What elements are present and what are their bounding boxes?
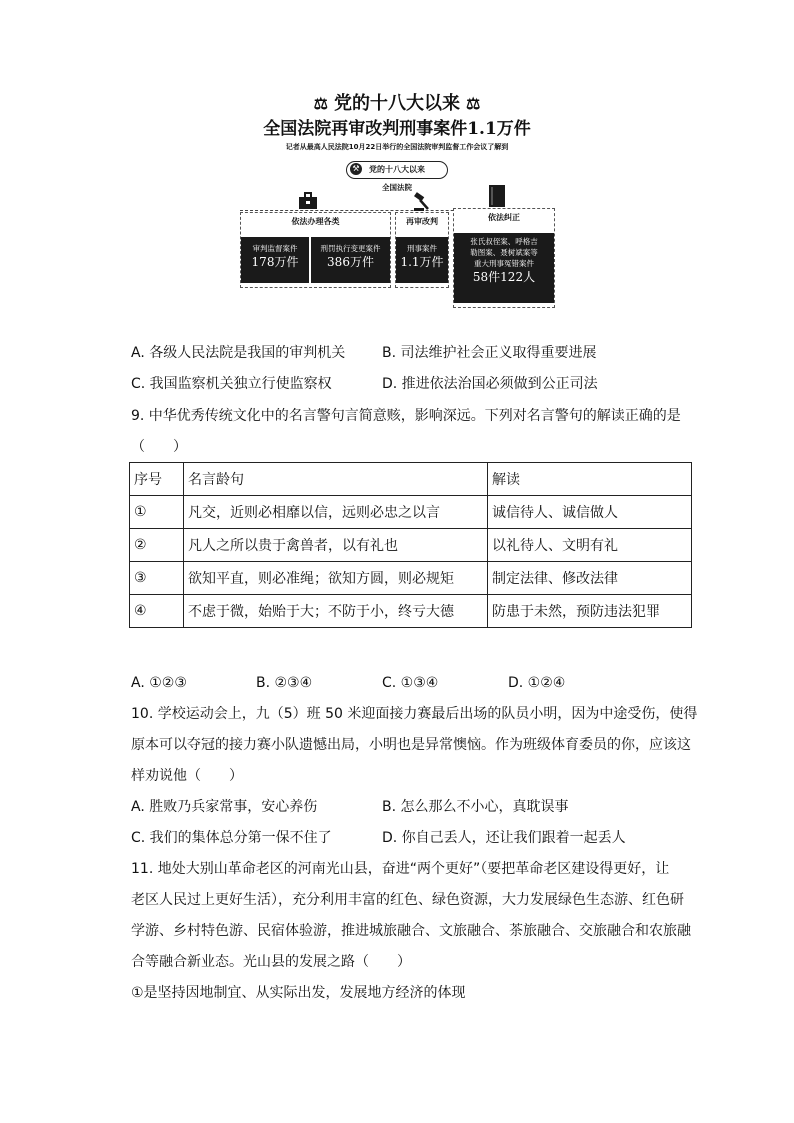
stat-supervision-cases bbox=[241, 237, 309, 283]
panel-heading: 再审改判 bbox=[406, 217, 438, 226]
table-cell: 凡交，近则必相靡以信，远则必忠之以言 bbox=[184, 496, 488, 529]
table-row bbox=[130, 529, 692, 562]
q11-statement-1: ①是坚持因地制宜、从实际出发，发展地方经济的体现 bbox=[131, 985, 466, 1001]
q9-option-a: A. ①②③ bbox=[131, 675, 187, 691]
table-cell: 欲知平直，则必准绳；欲知方圆，则必规矩 bbox=[184, 562, 488, 595]
stat-label: 审判监督案件 bbox=[252, 244, 298, 253]
table-header-row bbox=[130, 463, 692, 496]
stat-value: 1.1万件 bbox=[400, 255, 444, 269]
stat-label: 重大刑事冤错案件 bbox=[474, 259, 534, 268]
stat-sentence-change-cases bbox=[311, 237, 390, 283]
q10-stem-line: 样劝说他（ ） bbox=[131, 768, 243, 784]
stat-label: 刑罚执行变更案件 bbox=[320, 244, 381, 253]
stat-value: 386万件 bbox=[327, 255, 374, 269]
table-cell: ② bbox=[130, 529, 184, 562]
table-header: 名言龄句 bbox=[184, 463, 488, 496]
table-header: 解读 bbox=[488, 463, 692, 496]
q10-stem-line: 10. 学校运动会上，九（5）班 50 米迎面接力赛最后出场的队员小明，因为中途受伤，使得 bbox=[131, 706, 698, 722]
q9-option-b: B. ②③④ bbox=[256, 675, 313, 691]
maxims-table bbox=[129, 462, 692, 628]
table-cell: ① bbox=[130, 496, 184, 529]
q11-stem-line: 老区人民过上更好生活），充分利用丰富的红色、绿色资源，大力发展绿色生态游、红色研 bbox=[131, 892, 684, 908]
q9-option-d: D. ①②④ bbox=[508, 675, 566, 691]
q10-stem-line: 原本可以夺冠的接力赛小队遗憾出局，小明也是异常懊恼。作为班级体育委员的你，应该这 bbox=[131, 737, 691, 753]
panel-heading: 依法办理各类 bbox=[291, 217, 340, 226]
q9-stem-paren: （ ） bbox=[131, 439, 187, 455]
infographic-headline: 全国法院再审改判刑事案件1.1万件 bbox=[263, 119, 531, 139]
court-label: 全国法院 bbox=[382, 183, 412, 192]
q11-stem-line: 合等融合新业态。光山县的发展之路（ ） bbox=[131, 954, 411, 970]
infographic-title bbox=[236, 92, 558, 116]
table-cell: 制定法律、修改法律 bbox=[488, 562, 692, 595]
table-cell: 防患于未然，预防违法犯罪 bbox=[488, 595, 692, 628]
table-cell: 不虑于微，始贻于大；不防于小，终亏大德 bbox=[184, 595, 488, 628]
scales-icon: ⚖ bbox=[313, 94, 328, 113]
panel-heading: 依法纠正 bbox=[488, 213, 520, 222]
scales-icon: ⚖ bbox=[466, 94, 481, 113]
stat-value: 58件122人 bbox=[472, 270, 536, 284]
q10-option-d: D. 你自己丢人，还让我们跟着一起丢人 bbox=[382, 830, 626, 846]
infographic-subtitle: 记者从最高人民法院10月22日举行的全国法院审判监督工作会议了解到 bbox=[285, 143, 509, 151]
stat-label: 勒图案、聂树斌案等 bbox=[470, 248, 538, 257]
badge-text: 党的十八大以来 bbox=[369, 165, 425, 174]
q10-option-a: A. 胜败乃兵家常事，安心养伤 bbox=[131, 799, 318, 815]
q9-option-c: C. ①③④ bbox=[382, 675, 439, 691]
gavel-icon: ⚒ bbox=[350, 163, 362, 175]
q10-option-c: C. 我们的集体总分第一保不住了 bbox=[131, 830, 332, 846]
q11-stem-line: 11. 地处大别山革命老区的河南光山县，奋进“两个更好”（要把革命老区建设得更好，让 bbox=[131, 861, 670, 877]
q8-option-d: D. 推进依法治国必须做到公正司法 bbox=[382, 376, 598, 392]
stat-criminal-cases bbox=[396, 237, 448, 283]
infographic bbox=[236, 92, 558, 310]
infographic-badge bbox=[346, 161, 448, 179]
table-cell: ③ bbox=[130, 562, 184, 595]
table-row bbox=[130, 595, 692, 628]
q10-option-b: B. 怎么那么不小心，真耽误事 bbox=[382, 799, 569, 815]
stat-label: 刑事案件 bbox=[407, 244, 437, 253]
q8-option-a: A. 各级人民法院是我国的审判机关 bbox=[131, 345, 346, 361]
table-row bbox=[130, 496, 692, 529]
q11-stem-line: 学游、乡村特色游、民宿体验游，推进城旅融合、文旅融合、茶旅融合、交旅融合和农旅融 bbox=[131, 923, 691, 939]
stat-label: 张氏叔侄案、呼格吉 bbox=[470, 237, 538, 246]
table-cell: 以礼待人、文明有礼 bbox=[488, 529, 692, 562]
table-cell: 诚信待人、诚信做人 bbox=[488, 496, 692, 529]
title-text: 党的十八大以来 bbox=[334, 93, 460, 114]
stat-value: 178万件 bbox=[251, 255, 299, 269]
q8-option-c: C. 我国监察机关独立行使监察权 bbox=[131, 376, 332, 392]
table-header: 序号 bbox=[130, 463, 184, 496]
table-cell: 凡人之所以贵于禽兽者，以有礼也 bbox=[184, 529, 488, 562]
table-cell: ④ bbox=[130, 595, 184, 628]
table-row bbox=[130, 562, 692, 595]
briefcase-icon bbox=[298, 192, 318, 214]
stat-wrongful-cases bbox=[454, 233, 554, 303]
q9-stem: 9. 中华优秀传统文化中的名言警句言简意赅，影响深远。下列对名言警句的解读正确的是 bbox=[131, 408, 681, 424]
q8-option-b: B. 司法维护社会正义取得重要进展 bbox=[382, 345, 597, 361]
